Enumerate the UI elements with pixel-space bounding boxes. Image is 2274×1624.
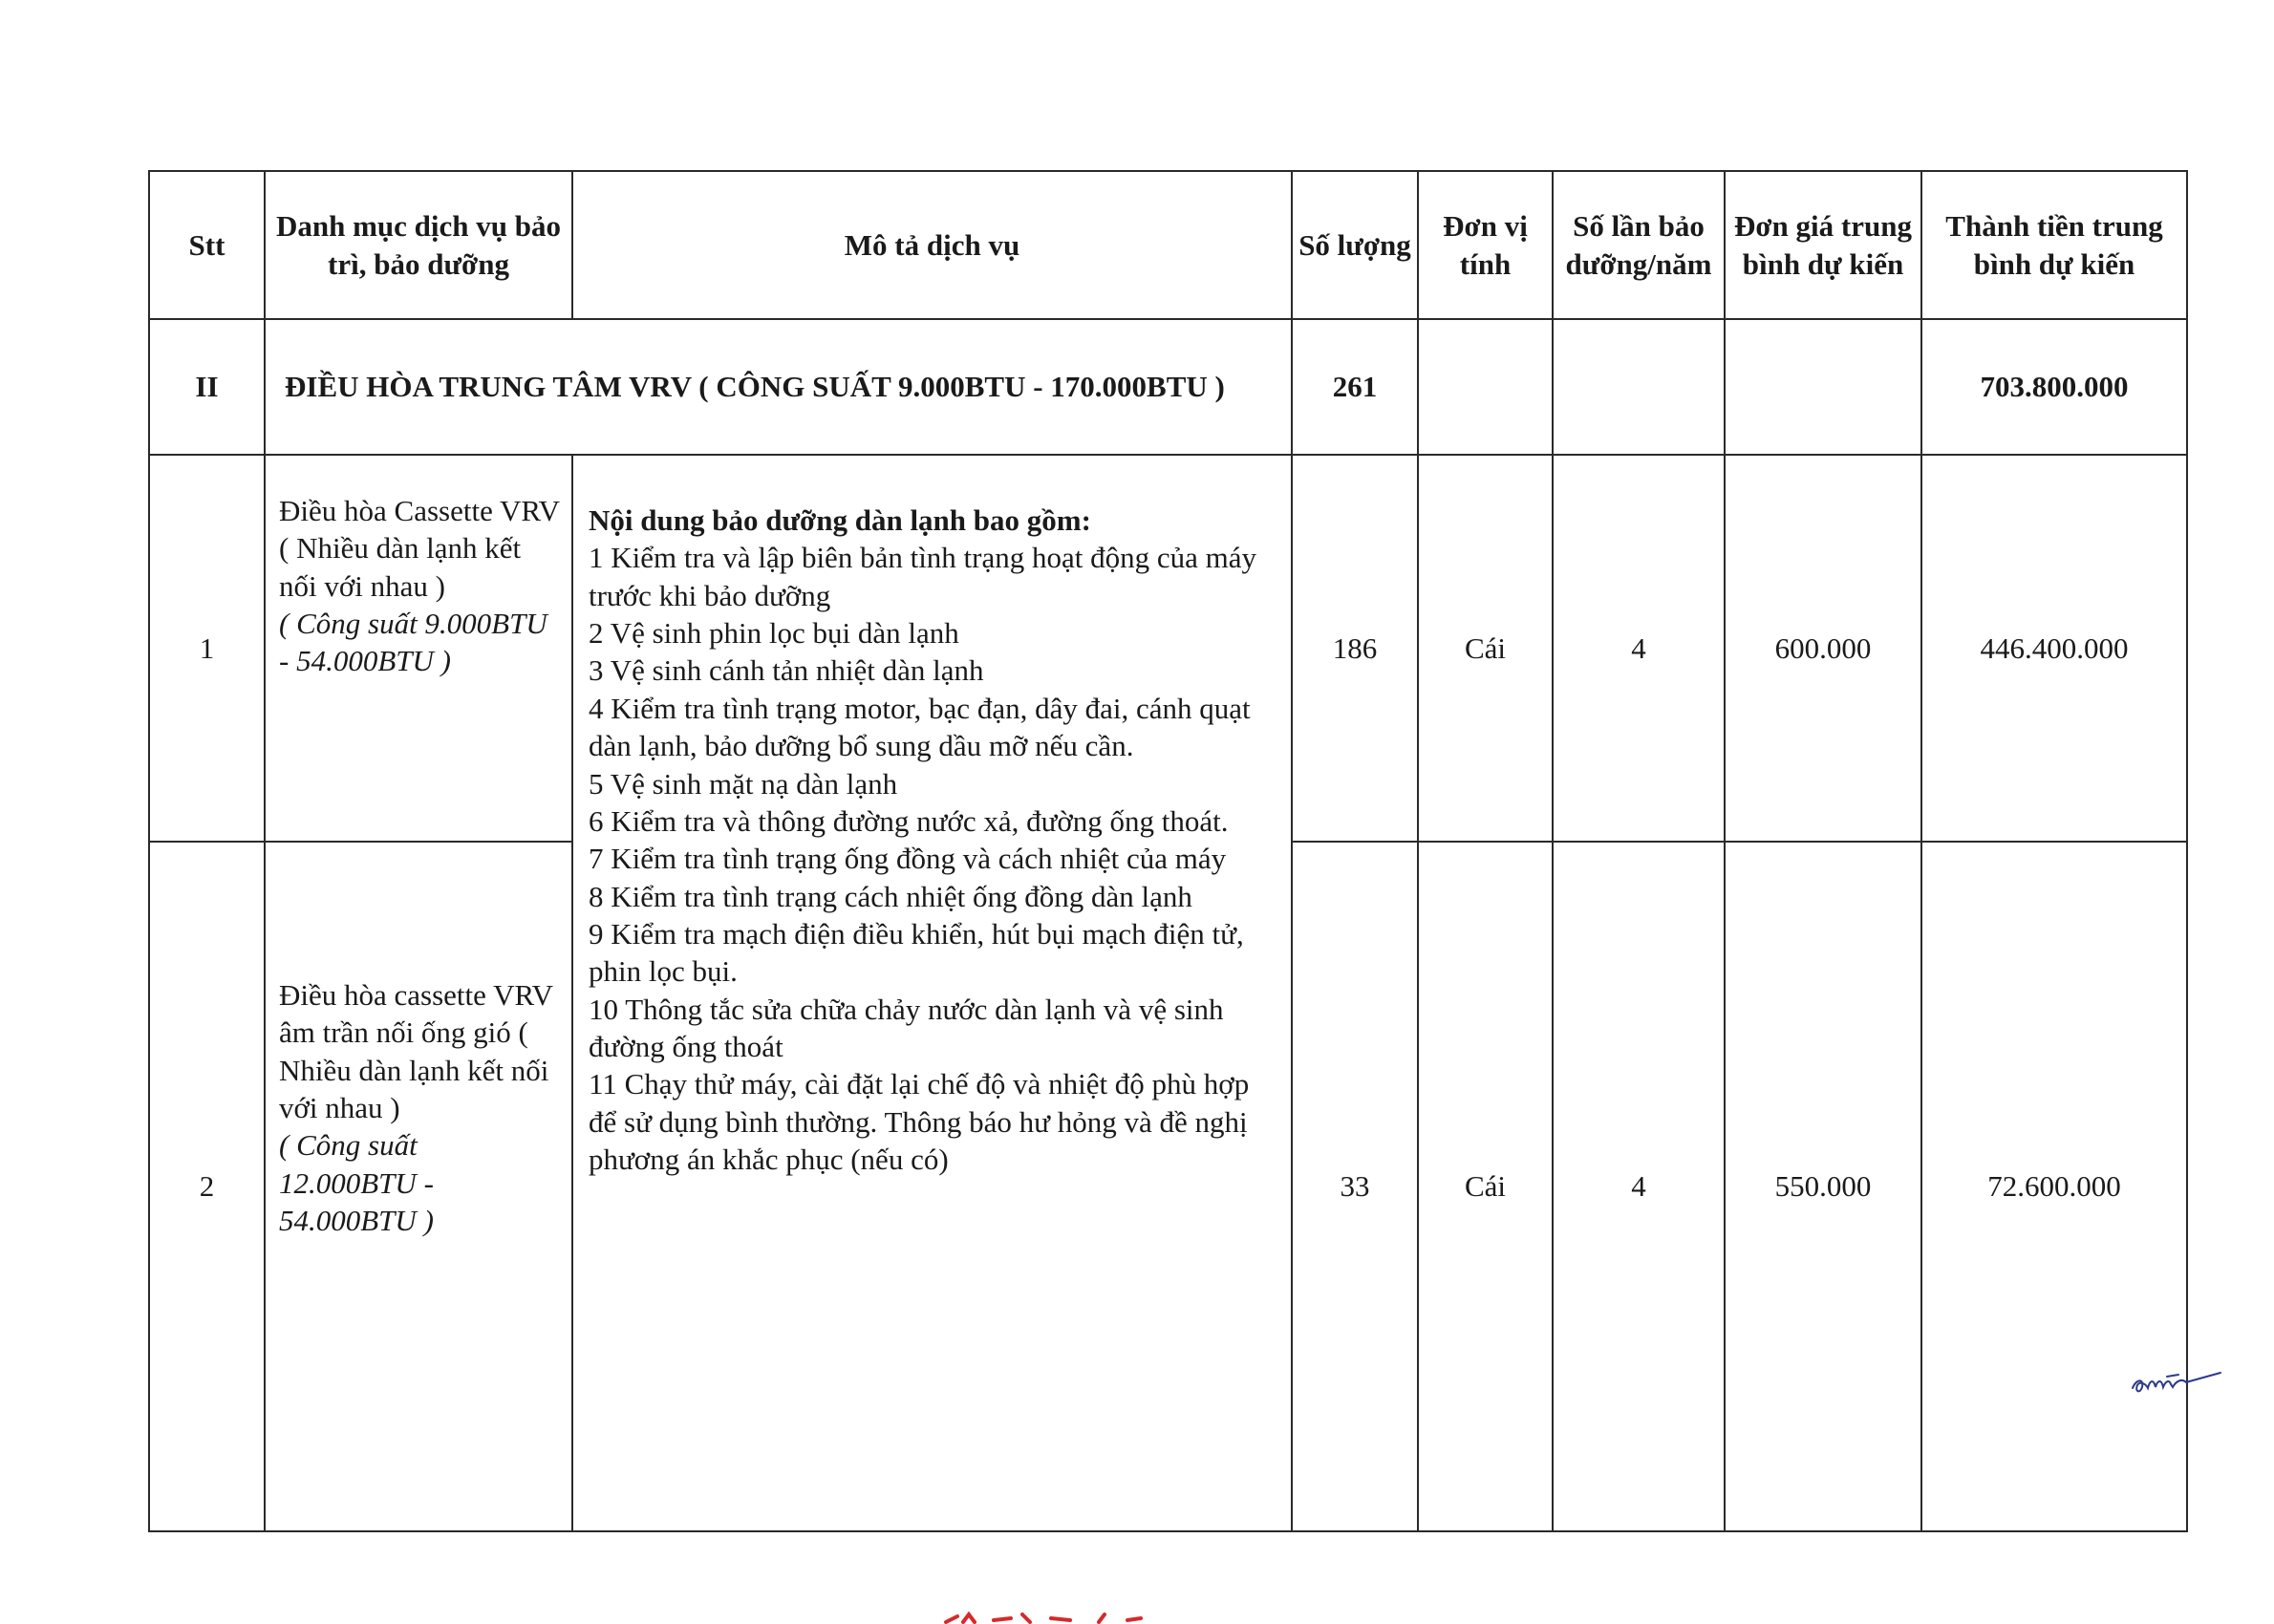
header-quantity: Số lượng [1292, 171, 1418, 319]
header-description: Mô tả dịch vụ [572, 171, 1292, 319]
description-item: 3 Vệ sinh cánh tản nhiệt dàn lạnh [589, 653, 984, 688]
table-row [149, 455, 2187, 842]
description-item: 4 Kiểm tra tình trạng motor, bạc đạn, dây đai, cánh quạt dàn lạnh, bảo dưỡng bổ sung dầu mỡ nếu cần. [589, 691, 1251, 763]
header-times-per-year: Số lần bảo dưỡng/năm [1553, 171, 1725, 319]
row-times-per-year: 4 [1553, 455, 1725, 842]
section-stt: II [149, 319, 265, 455]
header-stt: Stt [149, 171, 265, 319]
row-category [265, 455, 572, 842]
description-item: 8 Kiểm tra tình trạng cách nhiệt ống đồng dàn lạnh [589, 879, 1192, 913]
service-description [572, 455, 1292, 1531]
description-item: 2 Vệ sinh phin lọc bụi dàn lạnh [589, 616, 959, 651]
description-item: 6 Kiểm tra và thông đường nước xả, đường ống thoát. [589, 803, 1229, 838]
row-total: 446.400.000 [1921, 455, 2187, 842]
section-times-empty [1553, 319, 1725, 455]
row-stt: 1 [149, 455, 265, 842]
description-item: 5 Vệ sinh mặt nạ dàn lạnh [589, 766, 898, 801]
row-unit-price: 550.000 [1725, 842, 1921, 1531]
row-category [265, 842, 572, 1531]
row-unit: Cái [1418, 455, 1553, 842]
description-item: 9 Kiểm tra mạch điện điều khiển, hút bụi mạch điện tử, phin lọc bụi. [589, 916, 1244, 989]
row-stt: 2 [149, 842, 265, 1531]
category-capacity: ( Công suất 12.000BTU - 54.000BTU ) [279, 1128, 434, 1238]
header-category: Danh mục dịch vụ bảo trì, bảo dưỡng [265, 171, 572, 319]
row-total: 72.600.000 [1921, 842, 2187, 1531]
description-item: 11 Chạy thử máy, cài đặt lại chế độ và nhiệt độ phù hợp để sử dụng bình thường. Thông báo hư hỏng và đề nghị phương án khắc phục (nếu có) [589, 1067, 1250, 1177]
row-times-per-year: 4 [1553, 842, 1725, 1531]
row-quantity: 33 [1292, 842, 1418, 1531]
section-unit-empty [1418, 319, 1553, 455]
header-total: Thành tiền trung bình dự kiến [1921, 171, 2187, 319]
section-row [149, 319, 2187, 455]
description-item: 1 Kiểm tra và lập biên bản tình trạng hoạt động của máy trước khi bảo dưỡng [589, 541, 1257, 612]
section-quantity: 261 [1292, 319, 1418, 455]
header-unit: Đơn vị tính [1418, 171, 1553, 319]
row-unit: Cái [1418, 842, 1553, 1531]
section-price-empty [1725, 319, 1921, 455]
table-header-row [149, 171, 2187, 319]
row-quantity: 186 [1292, 455, 1418, 842]
row-unit-price: 600.000 [1725, 455, 1921, 842]
header-unit-price: Đơn giá trung bình dự kiến [1725, 171, 1921, 319]
description-item: 10 Thông tắc sửa chữa chảy nước dàn lạnh và vệ sinh đường ống thoát [589, 992, 1224, 1064]
description-heading: Nội dung bảo dưỡng dàn lạnh bao gồm: [589, 503, 1091, 537]
category-main: Điều hòa cassette VRV âm trần nối ống gió ( Nhiều dàn lạnh kết nối với nhau ) [279, 978, 553, 1125]
description-item: 7 Kiểm tra tình trạng ống đồng và cách nhiệt của máy [589, 842, 1227, 876]
stamp-fragment [936, 1609, 1223, 1624]
signature-initials [2129, 1361, 2224, 1400]
service-table [148, 170, 2188, 1532]
section-title: ĐIỀU HÒA TRUNG TÂM VRV ( CÔNG SUẤT 9.000BTU - 170.000BTU ) [265, 319, 1292, 455]
category-main: Điều hòa Cassette VRV ( Nhiều dàn lạnh kết nối với nhau ) [279, 494, 560, 603]
category-capacity: ( Công suất 9.000BTU - 54.000BTU ) [279, 607, 547, 678]
section-total: 703.800.000 [1921, 319, 2187, 455]
